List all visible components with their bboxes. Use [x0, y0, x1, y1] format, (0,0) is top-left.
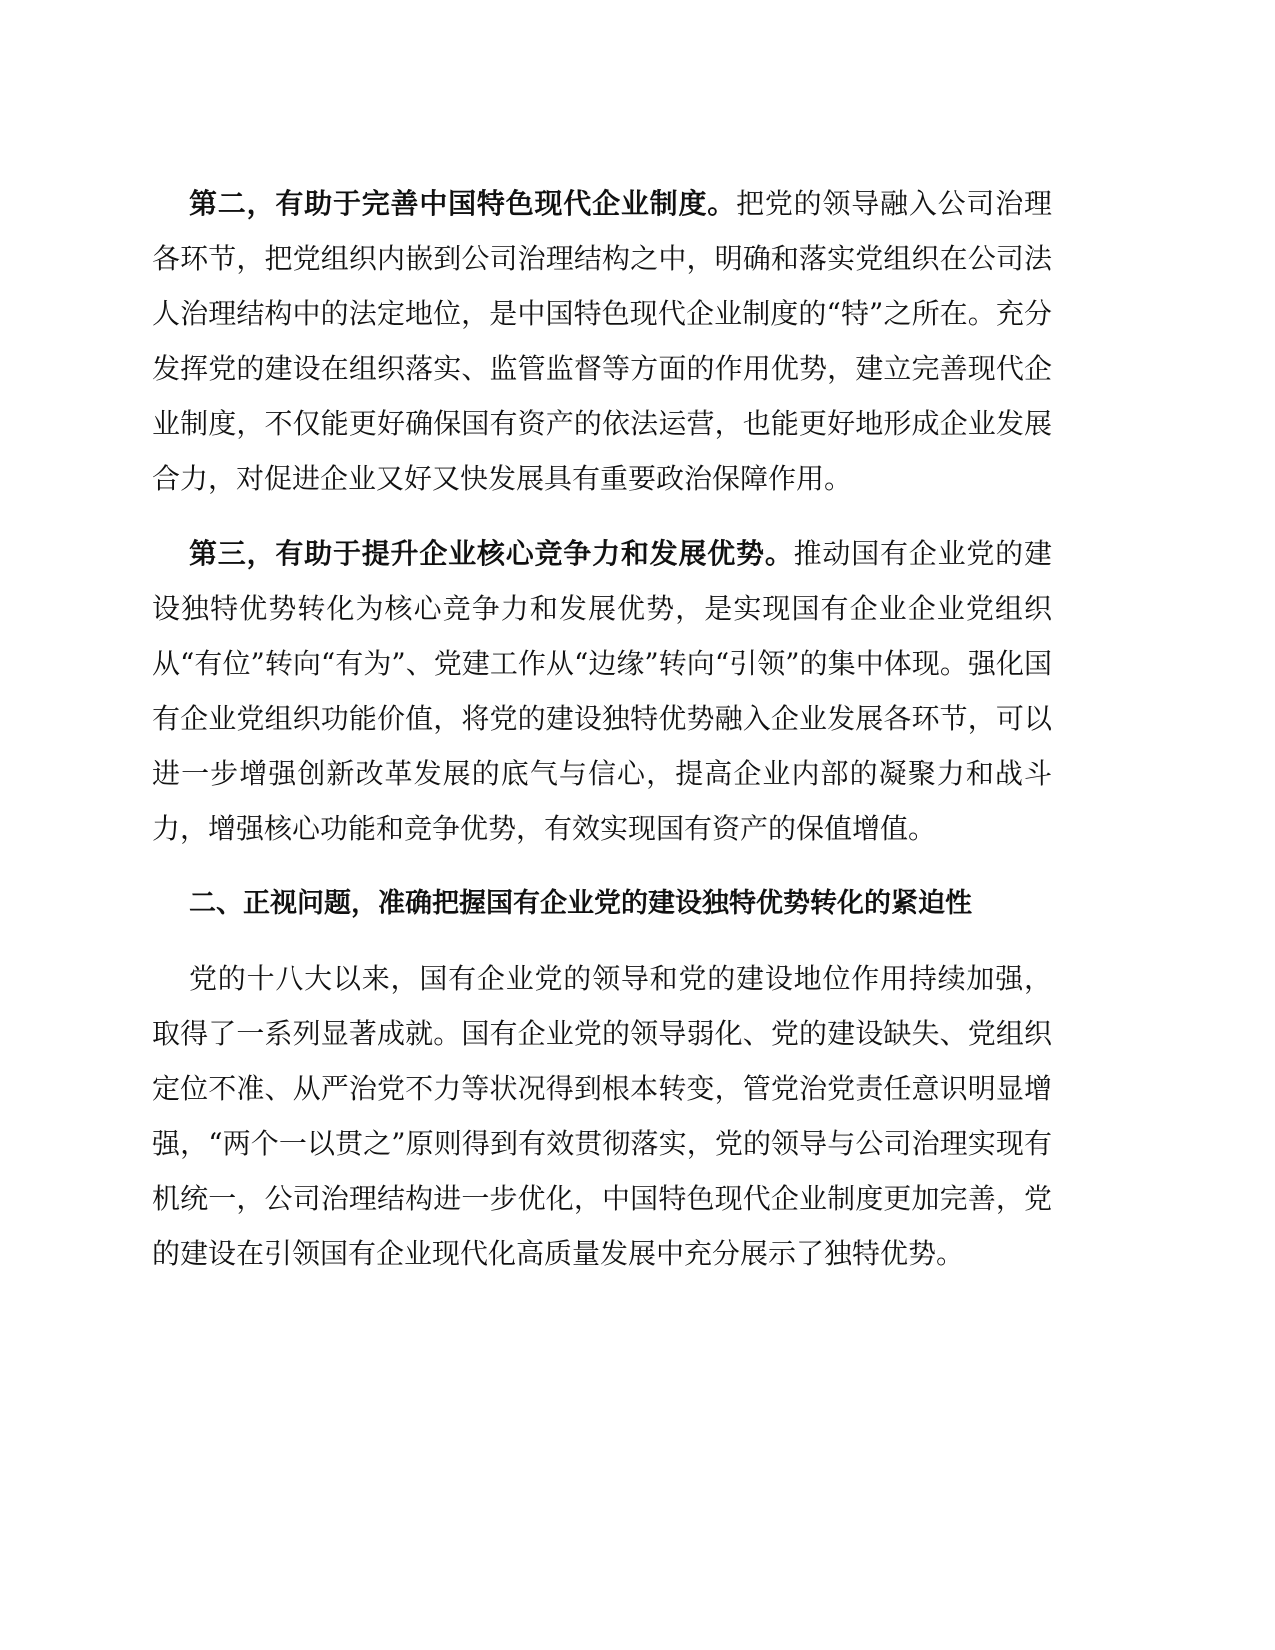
paragraph-lead: 第三，有助于提升企业核心竞争力和发展优势。 [189, 537, 794, 570]
document-body [152, 176, 1052, 1301]
paragraph-lead: 第二，有助于完善中国特色现代企业制度。 [189, 187, 737, 220]
paragraph-text: 推动国有企业党的建设独特优势转化为核心竞争力和发展优势，是实现国有企业企业党组织从“有位”转向“有为”、党建工作从“边缘”转向“引领”的集中体现。强化国有企业党组织功能价值，将党的建设独特优势融入企业发展各环节，可以进一步增强创新改革发展的底气与信心，提高企业内部的凝聚力和战斗力，增强核心功能和竞争优势，有效实现国有资产的保值增值。 [152, 537, 1052, 845]
section-heading: 二、正视问题，准确把握国有企业党的建设独特优势转化的紧迫性 [189, 888, 972, 919]
paragraph-third-point [152, 526, 1052, 856]
paragraph-second-point [152, 176, 1052, 506]
paragraph-text: 把党的领导融入公司治理各环节，把党组织内嵌到公司治理结构之中，明确和落实党组织在公司法人治理结构中的法定地位，是中国特色现代企业制度的“特”之所在。充分发挥党的建设在组织落实、监管监督等方面的作用优势，建立完善现代企业制度，不仅能更好确保国有资产的依法运营，也能更好地形成企业发展合力，对促进企业又好又快发展具有重要政治保障作用。 [152, 187, 1052, 495]
paragraph-closing: 党的十八大以来，国有企业党的领导和党的建设地位作用持续加强，取得了一系列显著成就。国有企业党的领导弱化、党的建设缺失、党组织定位不准、从严治党不力等状况得到根本转变，管党治党责任意识明显增强，“两个一以贯之”原则得到有效贯彻落实，党的领导与公司治理实现有机统一，公司治理结构进一步优化，中国特色现代企业制度更加完善，党的建设在引领国有企业现代化高质量发展中充分展示了独特优势。 [152, 962, 1052, 1270]
